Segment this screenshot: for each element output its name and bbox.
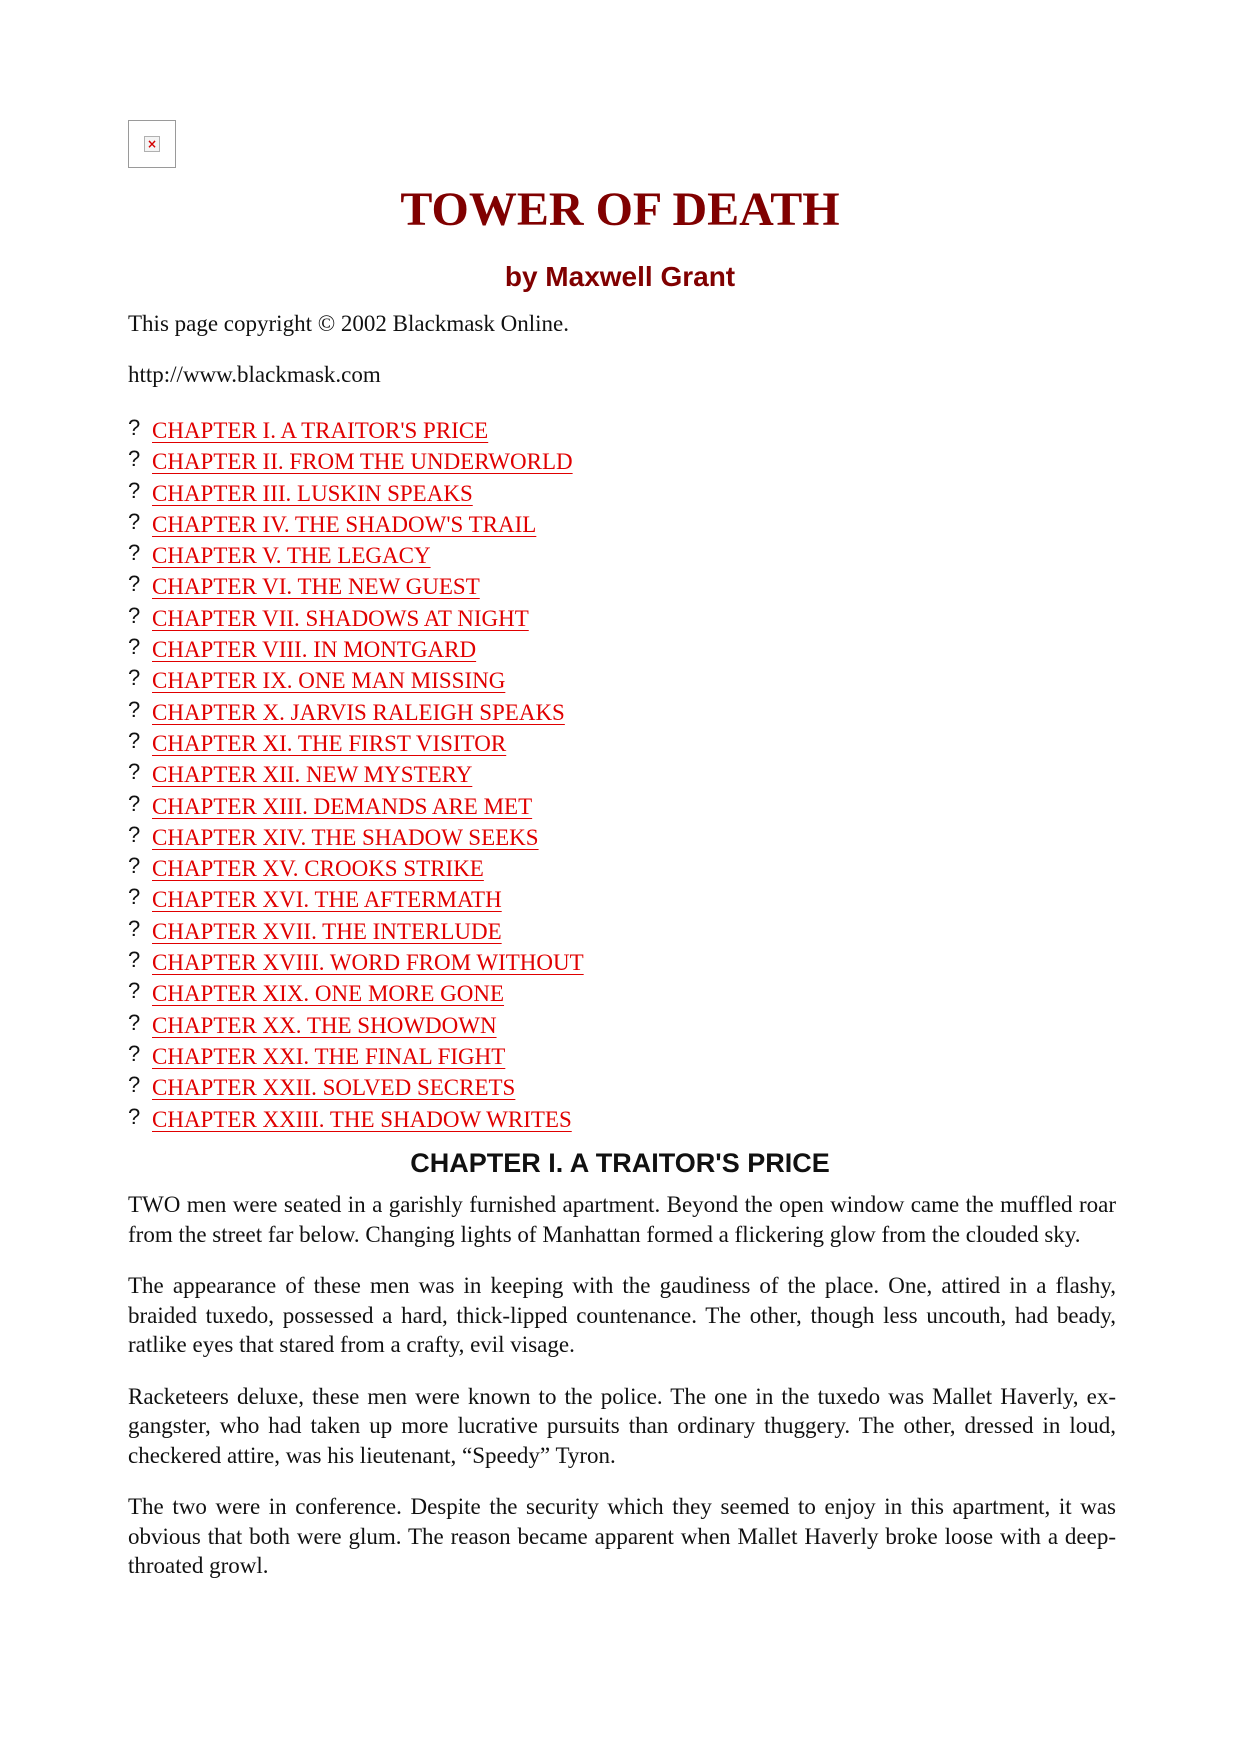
toc-link[interactable]: CHAPTER XX. THE SHOWDOWN [152,1012,497,1038]
toc-bullet: ? [128,978,141,1004]
toc-bullet: ? [128,477,141,503]
toc-bullet: ? [128,665,141,691]
toc-bullet: ? [128,1072,141,1098]
chapter-body [128,1190,1116,1603]
toc-link[interactable]: CHAPTER III. LUSKIN SPEAKS [152,480,473,506]
broken-image-placeholder [128,120,176,168]
toc-bullet: ? [128,884,141,910]
toc-bullet: ? [128,853,141,879]
toc-link[interactable]: CHAPTER IV. THE SHADOW'S TRAIL [152,511,537,537]
toc-item [128,635,584,666]
toc-bullet: ? [128,821,141,847]
paragraph: The appearance of these men was in keeping with the gaudiness of the place. One, attired in a flashy, braided tuxedo, possessed a hard, thick-lipped countenance. The other, though less uncouth, had beady, ratlike eyes that stared from a crafty, evil visage. [128,1273,1116,1357]
paragraph: Racketeers deluxe, these men were known to the police. The one in the tuxedo was Mallet Haverly, ex-gangster, who had taken up more lucrative pursuits than ordinary thuggery. The other, dressed in loud, checkered attire, was his lieutenant, “Speedy” Tyron. [128,1383,1116,1468]
toc-link[interactable]: CHAPTER XXII. SOLVED SECRETS [152,1075,516,1101]
toc-item [128,416,584,447]
toc-item [128,729,584,760]
toc-bullet: ? [128,759,141,785]
toc-bullet: ? [128,915,141,941]
book-title: TOWER OF DEATH [400,183,840,236]
toc-bullet: ? [128,727,141,753]
toc-item [128,979,584,1010]
toc-item [128,698,584,729]
paragraph: TWO men were seated in a garishly furnished apartment. Beyond the open window came the muffled roar from the street far below. Changing lights of Manhattan formed a flickering glow from the clouded sky. [128,1192,1116,1247]
toc-item [128,510,584,541]
copyright-notice: This page copyright © 2002 Blackmask Online. [128,311,569,336]
toc-bullet: ? [128,1040,141,1066]
toc-link[interactable]: CHAPTER VIII. IN MONTGARD [152,637,477,663]
toc-bullet: ? [128,602,141,628]
toc-bullet: ? [128,415,141,440]
site-url: http://www.blackmask.com [128,362,381,387]
toc-bullet: ? [128,508,141,534]
toc-link[interactable]: CHAPTER XIX. ONE MORE GONE [152,981,505,1007]
toc-bullet: ? [128,947,141,973]
toc-bullet: ? [128,446,141,472]
toc-link[interactable]: CHAPTER II. FROM THE UNDERWORLD [152,449,573,475]
toc-link[interactable]: CHAPTER XVI. THE AFTERMATH [152,887,502,913]
toc-link[interactable]: CHAPTER XII. NEW MYSTERY [152,762,473,788]
chapter-heading: CHAPTER I. A TRAITOR'S PRICE [410,1148,830,1178]
toc-item [128,917,584,948]
toc-link[interactable]: CHAPTER XXI. THE FINAL FIGHT [152,1043,506,1069]
toc-link[interactable]: CHAPTER I. A TRAITOR'S PRICE [152,418,489,443]
toc-item [128,1042,584,1073]
table-of-contents [128,416,584,1136]
toc-item [128,948,584,979]
toc-link[interactable]: CHAPTER XXIII. THE SHADOW WRITES [152,1106,572,1132]
toc-link[interactable]: CHAPTER VII. SHADOWS AT NIGHT [152,605,529,631]
toc-link[interactable]: CHAPTER XV. CROOKS STRIKE [152,856,484,882]
toc-bullet: ? [128,634,141,660]
toc-item [128,447,584,478]
toc-link[interactable]: CHAPTER VI. THE NEW GUEST [152,574,480,600]
toc-bullet: ? [128,571,141,597]
toc-item [128,541,584,572]
toc-bullet: ? [128,1009,141,1035]
toc-link[interactable]: CHAPTER IX. ONE MAN MISSING [152,668,506,694]
toc-link[interactable]: CHAPTER X. JARVIS RALEIGH SPEAKS [152,699,565,725]
toc-link[interactable]: CHAPTER XI. THE FIRST VISITOR [152,730,507,756]
toc-item [128,823,584,854]
toc-link[interactable]: CHAPTER XIV. THE SHADOW SEEKS [152,824,539,850]
toc-item [128,885,584,916]
toc-item [128,1073,584,1104]
toc-item [128,854,584,885]
toc-item [128,666,584,697]
paragraph: The two were in conference. Despite the security which they seemed to enjoy in this apartment, it was obvious that both were glum. The reason became apparent when Mallet Haverly broke loose with a deep-throated growl. [128,1494,1116,1578]
toc-bullet: ? [128,790,141,816]
toc-item [128,760,584,791]
toc-link[interactable]: CHAPTER XIII. DEMANDS ARE MET [152,793,533,819]
toc-bullet: ? [128,696,141,722]
broken-image-icon: × [144,136,160,152]
toc-item [128,604,584,635]
toc-item [128,479,584,510]
toc-link[interactable]: CHAPTER XVIII. WORD FROM WITHOUT [152,950,584,976]
toc-bullet: ? [128,540,141,566]
toc-item [128,1011,584,1042]
toc-link[interactable]: CHAPTER V. THE LEGACY [152,543,431,569]
toc-link[interactable]: CHAPTER XVII. THE INTERLUDE [152,918,502,944]
toc-item [128,1105,584,1136]
toc-bullet: ? [128,1103,141,1129]
toc-item [128,572,584,603]
toc-item [128,792,584,823]
book-author: by Maxwell Grant [504,261,736,292]
